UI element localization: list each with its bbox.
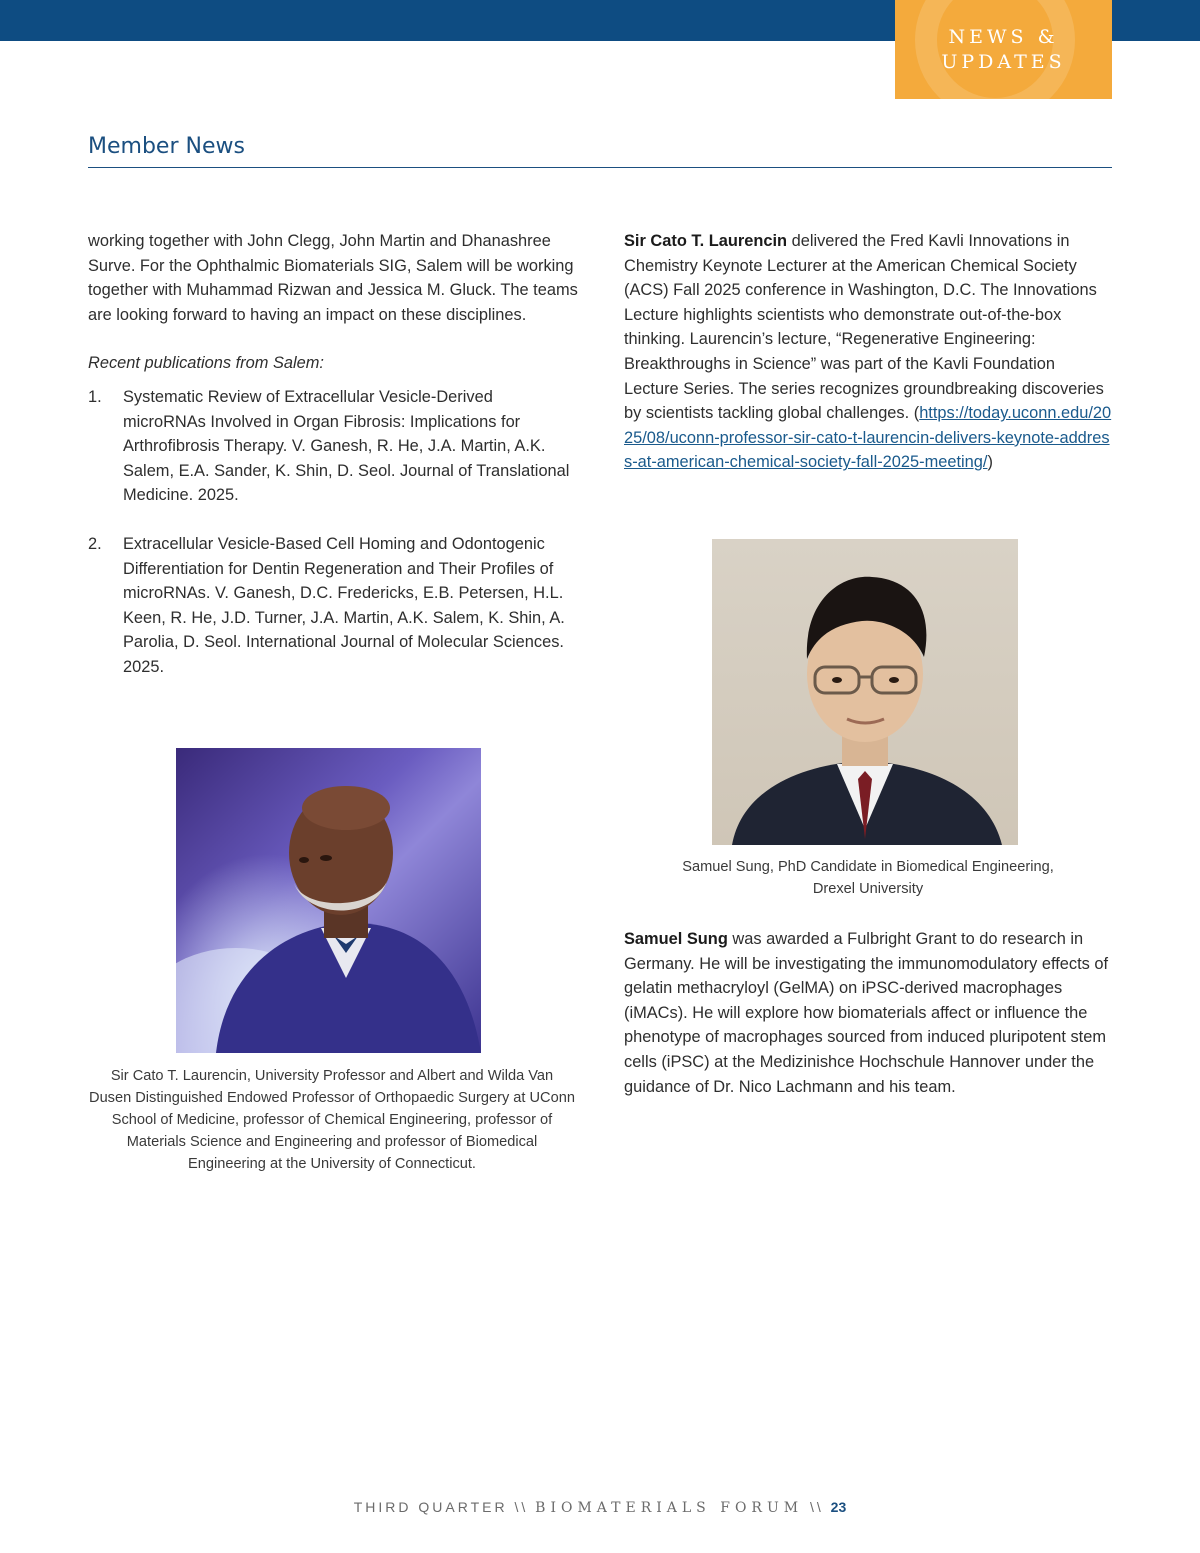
section-divider (88, 167, 1112, 168)
uconn-article-link[interactable]: https://today.uconn.edu/2025/08/uconn-professor-sir-cato-t-laurencin-delivers-keynote-address-at-american-chemical-society-fall-2025-meeting/ (624, 404, 1112, 472)
sung-body: was awarded a Fulbright Grant to do research in Germany. He will be investigating the immunomodulatory effects of gelatin methacryloyl (GelMA) on iPSC-derived macrophages (iMACs). He will explore how biomaterials affect or influence the phenotype of macrophages sourced from induced pluripotent stem cells (iPSC) at the Medizinishce Hochschule Hannover under the guidance of Dr. Nico Lachmann and his team. (624, 930, 1109, 1096)
publication-number: 2. (88, 534, 102, 553)
sung-paragraph (624, 927, 1114, 1099)
laurencin-paragraph (624, 229, 1114, 475)
footer-publication: BIOMATERIALS FORUM (535, 1500, 804, 1516)
tab-line-1: NEWS & (948, 26, 1059, 48)
publication-item (88, 532, 578, 680)
publication-text: Extracellular Vesicle-Based Cell Homing and Odontogenic Differentiation for Dentin Regeneration and Their Profiles of microRNAs. V. Ganesh, D.C. Fredericks, E.B. Petersen, H.L. Keen, R. He, J.D. Turner, J.A. Martin, A.K. Salem, K. Shin, A. Parolia, D. Seol. International Journal of Molecular Sciences. 2025. (123, 534, 565, 676)
footer-separator: \\ (809, 1499, 824, 1515)
laurencin-photo (176, 748, 481, 1053)
publication-item (88, 385, 578, 508)
laurencin-photo-caption: Sir Cato T. Laurencin, University Professor and Albert and Wilda Van Dusen Distinguished Endowed Professor of Orthopaedic Surgery at UConn School of Medicine, professor of Chemical Engineering, professor of Materials Science and Engineering and professor of Biomedical Engineering at the University of Connecticut. (89, 1068, 575, 1172)
publication-number: 1. (88, 387, 102, 406)
footer-separator: \\ (514, 1499, 529, 1515)
publications-list (88, 385, 578, 680)
publications-heading: Recent publications from Salem: (88, 354, 324, 373)
sung-section (624, 927, 1114, 1099)
laurencin-name: Sir Cato T. Laurencin (624, 232, 788, 250)
left-column (88, 229, 578, 704)
sung-name: Samuel Sung (624, 930, 728, 948)
news-updates-label (895, 25, 1112, 75)
intro-paragraph: working together with John Clegg, John Martin and Dhanashree Surve. For the Ophthalmic Biomaterials SIG, Salem will be working together with Muhammad Rizwan and Jessica M. Gluck. The teams are looking forward to having an impact on these disciplines. (88, 232, 578, 324)
page-footer (0, 1499, 1200, 1516)
page-number: 23 (830, 1499, 847, 1515)
sung-photo-caption (624, 856, 1112, 900)
laurencin-close-paren: ) (987, 453, 993, 472)
sung-photo (712, 539, 1018, 845)
sung-caption-line-1: Samuel Sung, PhD Candidate in Biomedical Engineering, (682, 859, 1054, 875)
sung-caption-line-2: Drexel University (812, 881, 924, 897)
tab-line-2: UPDATES (941, 51, 1066, 73)
sung-portrait-illustration (712, 539, 1018, 845)
news-updates-tab (895, 0, 1112, 99)
section-title: Member News (88, 134, 245, 159)
footer-quarter: THIRD QUARTER (353, 1499, 508, 1515)
laurencin-portrait-illustration (176, 748, 481, 1053)
laurencin-body: delivered the Fred Kavli Innovations in Chemistry Keynote Lecturer at the American Chemical Society (ACS) Fall 2025 conference in Washington, D.C. The Innovations Lecture highlights scientists who demonstrate out-of-the-box thinking. Laurencin’s lecture, “Regenerative Engineering: Breakthroughs in Science” was part of the Kavli Foundation Lecture Series. The series recognizes groundbreaking discoveries by scientists tackling global challenges. ( (624, 232, 1104, 423)
right-column (624, 229, 1114, 475)
publication-text: Systematic Review of Extracellular Vesicle-Derived microRNAs Involved in Organ Fibrosis: Implications for Arthrofibrosis Therapy. V. Ganesh, R. He, J.A. Martin, A.K. Salem, E.A. Sander, K. Shin, D. Seol. Journal of Translational Medicine. 2025. (123, 387, 570, 505)
